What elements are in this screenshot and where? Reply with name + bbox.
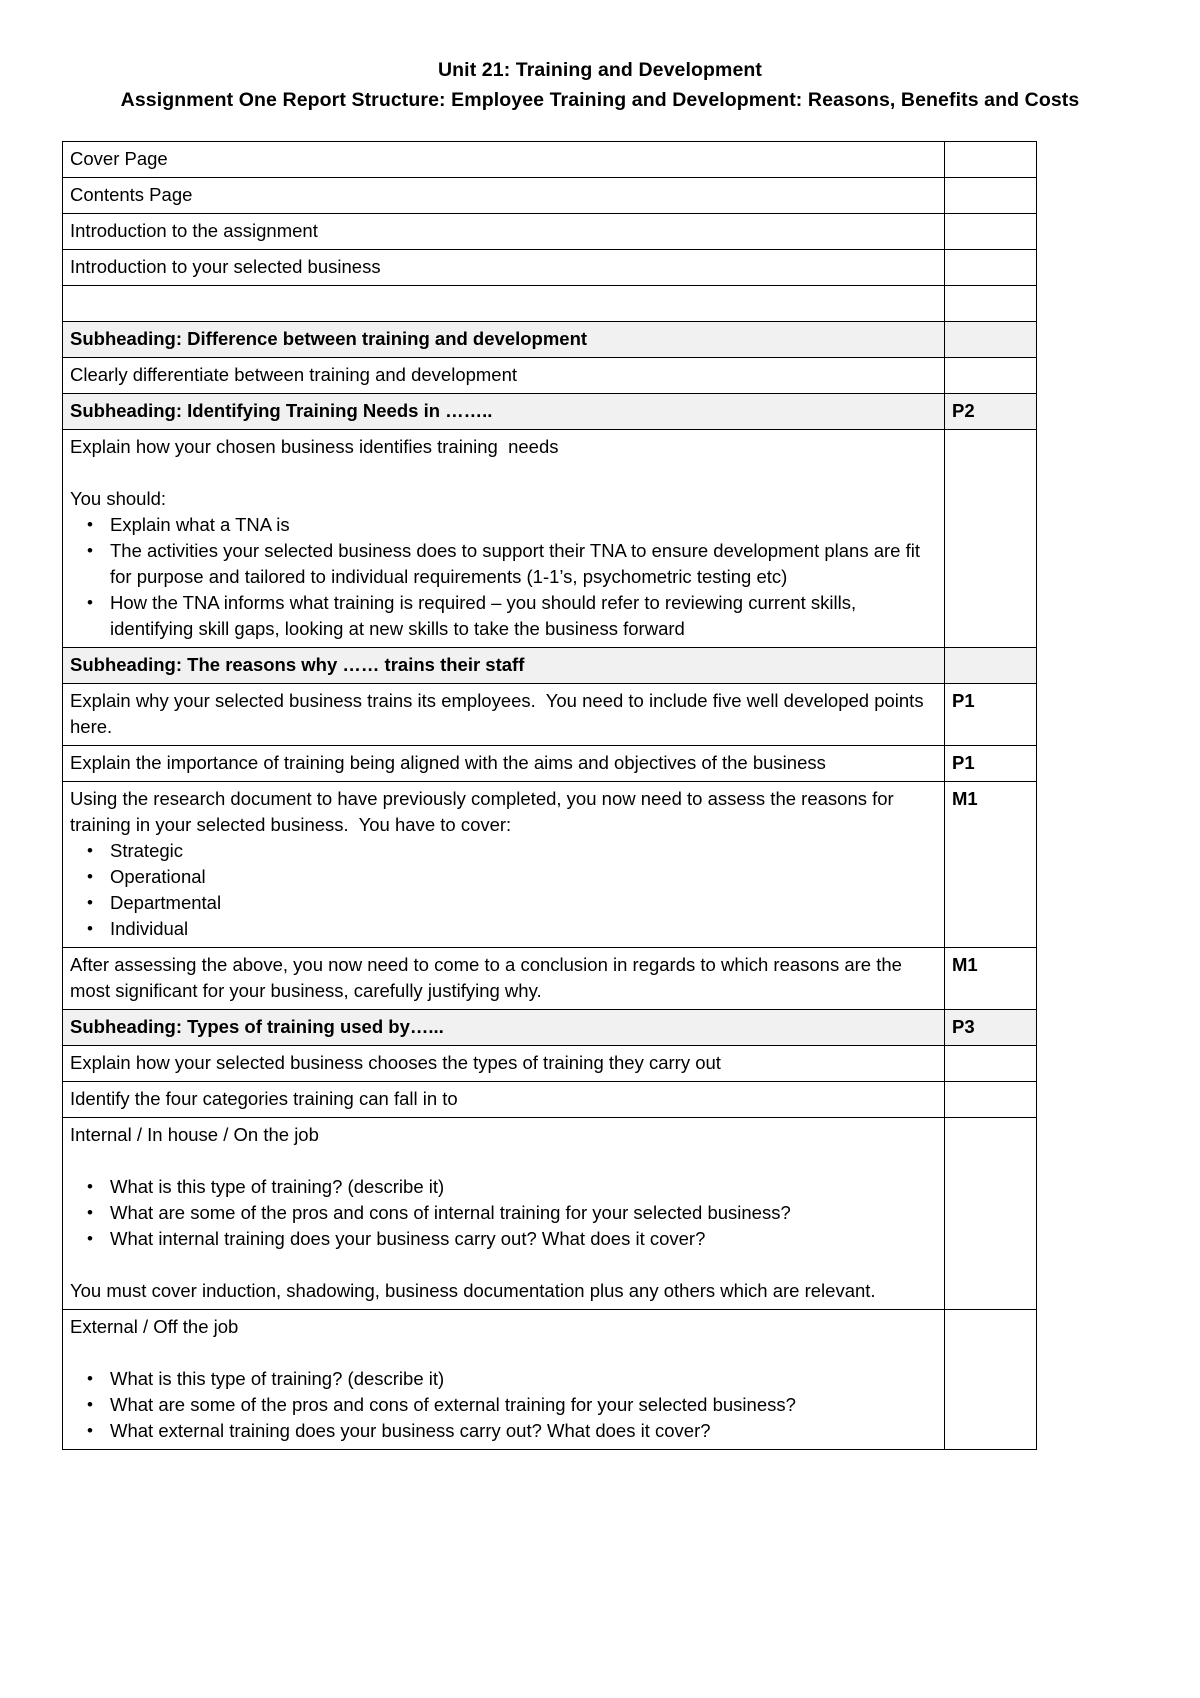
table-row xyxy=(63,214,1037,250)
cell-text: Subheading: Types of training used by…... xyxy=(70,1016,444,1037)
list-item: • Individual xyxy=(110,916,937,942)
row-grade-explain-importance-aligned-aims: P1 xyxy=(945,746,1037,782)
paragraph-spacer xyxy=(70,1252,937,1278)
row-grade-explain-why-trains-employees: P1 xyxy=(945,684,1037,746)
internal-training-footer: You must cover induction, shadowing, business documentation plus any others which are relevant. xyxy=(70,1280,876,1301)
cell-text: Subheading: Identifying Training Needs in …….. xyxy=(70,400,493,421)
row-grade-internal-training xyxy=(945,1118,1037,1310)
row-label-subheading-types-of-training xyxy=(63,1010,945,1046)
report-structure-table xyxy=(62,141,1037,1450)
paragraph-spacer xyxy=(70,1148,937,1174)
list-item: • What are some of the pros and cons of internal training for your selected business? xyxy=(110,1200,937,1226)
row-grade-explain-identifies-training-needs xyxy=(945,430,1037,648)
row-grade-blank-spacer xyxy=(945,286,1037,322)
row-label-introduction-business xyxy=(63,250,945,286)
row-label-conclusion-most-significant-reasons xyxy=(63,948,945,1010)
cell-text: Cover Page xyxy=(70,148,168,169)
row-label-subheading-difference xyxy=(63,322,945,358)
table-row xyxy=(63,142,1037,178)
table-row xyxy=(63,358,1037,394)
row-grade-differentiate-training-development xyxy=(945,358,1037,394)
list-item: • How the TNA informs what training is required – you should refer to reviewing current skills, identifying skill gaps, looking at new skills to take the business forward xyxy=(110,590,937,642)
row-label-explain-chooses-types-of-training xyxy=(63,1046,945,1082)
cell-text: Using the research document to have previously completed, you now need to assess the reasons for training in your selected business. You have to cover: xyxy=(70,788,899,835)
row-label-assess-reasons-for-training xyxy=(63,782,945,948)
list-item: • What external training does your business carry out? What does it cover? xyxy=(110,1418,937,1444)
table-row xyxy=(63,1118,1037,1310)
row-grade-external-training xyxy=(945,1310,1037,1450)
row-label-subheading-identifying-training-needs xyxy=(63,394,945,430)
table-row xyxy=(63,782,1037,948)
row-label-differentiate-training-development xyxy=(63,358,945,394)
table-row xyxy=(63,250,1037,286)
row-label-identify-four-categories xyxy=(63,1082,945,1118)
row-label-blank-spacer xyxy=(63,286,945,322)
table-row xyxy=(63,1310,1037,1450)
page-title-line-1: Unit 21: Training and Development xyxy=(437,59,762,81)
external-training-bullet-list xyxy=(70,1366,937,1444)
paragraph-spacer xyxy=(70,1340,937,1366)
row-grade-introduction-assignment xyxy=(945,214,1037,250)
list-item: • Strategic xyxy=(110,838,937,864)
row-label-subheading-reasons-why-trains xyxy=(63,648,945,684)
you-should-label: You should: xyxy=(70,488,167,509)
assess-reasons-bullet-list xyxy=(70,838,937,942)
row-label-external-training xyxy=(63,1310,945,1450)
row-label-explain-identifies-training-needs xyxy=(63,430,945,648)
table-row xyxy=(63,746,1037,782)
row-grade-subheading-types-of-training: P3 xyxy=(945,1010,1037,1046)
table-row xyxy=(63,948,1037,1010)
list-item: • Operational xyxy=(110,864,937,890)
row-grade-subheading-reasons-why-trains xyxy=(945,648,1037,684)
row-grade-explain-chooses-types-of-training xyxy=(945,1046,1037,1082)
list-item: • What is this type of training? (describe it) xyxy=(110,1174,937,1200)
table-row-subheading xyxy=(63,394,1037,430)
table-row-blank xyxy=(63,286,1037,322)
table-row xyxy=(63,430,1037,648)
cell-text: Clearly differentiate between training and development xyxy=(70,364,518,385)
list-item: • Explain what a TNA is xyxy=(110,512,937,538)
row-grade-subheading-identifying-training-needs: P2 xyxy=(945,394,1037,430)
row-label-internal-training xyxy=(63,1118,945,1310)
cell-text: Explain why your selected business trains its employees. You need to include five well developed points here. xyxy=(70,690,929,737)
cell-text: Subheading: The reasons why …… trains their staff xyxy=(70,654,525,675)
table-row-subheading xyxy=(63,1010,1037,1046)
table-row xyxy=(63,1082,1037,1118)
row-grade-conclusion-most-significant-reasons: M1 xyxy=(945,948,1037,1010)
paragraph-spacer xyxy=(70,460,937,486)
table-row xyxy=(63,178,1037,214)
table-row xyxy=(63,684,1037,746)
cell-text: Identify the four categories training can fall in to xyxy=(70,1088,458,1109)
row-grade-identify-four-categories xyxy=(945,1082,1037,1118)
row-grade-assess-reasons-for-training: M1 xyxy=(945,782,1037,948)
cell-text: Introduction to the assignment xyxy=(70,220,318,241)
cell-text: External / Off the job xyxy=(70,1316,239,1337)
row-label-explain-importance-aligned-aims xyxy=(63,746,945,782)
cell-text: Internal / In house / On the job xyxy=(70,1124,319,1145)
list-item: • What internal training does your business carry out? What does it cover? xyxy=(110,1226,937,1252)
training-needs-bullet-list xyxy=(70,512,937,642)
list-item: • What are some of the pros and cons of external training for your selected business? xyxy=(110,1392,937,1418)
row-label-introduction-assignment xyxy=(63,214,945,250)
row-label-explain-why-trains-employees xyxy=(63,684,945,746)
row-label-contents-page xyxy=(63,178,945,214)
cell-text: Subheading: Difference between training and development xyxy=(70,328,588,349)
page-title xyxy=(62,55,1138,115)
row-label-cover-page xyxy=(63,142,945,178)
cell-text: Explain how your chosen business identifies training needs xyxy=(70,436,559,457)
list-item: • The activities your selected business does to support their TNA to ensure development plans are fit for purpose and tailored to individual requirements (1-1’s, psychometric testing etc) xyxy=(110,538,937,590)
table-row-subheading xyxy=(63,648,1037,684)
table-row-subheading xyxy=(63,322,1037,358)
cell-text: Explain the importance of training being aligned with the aims and objectives of the business xyxy=(70,752,826,773)
list-item: • What is this type of training? (describe it) xyxy=(110,1366,937,1392)
cell-text: Explain how your selected business chooses the types of training they carry out xyxy=(70,1052,721,1073)
internal-training-bullet-list xyxy=(70,1174,937,1252)
page-title-line-2: Assignment One Report Structure: Employee Training and Development: Reasons, Benefits and Costs xyxy=(120,89,1080,111)
row-grade-cover-page xyxy=(945,142,1037,178)
cell-text: Contents Page xyxy=(70,184,193,205)
cell-text: Introduction to your selected business xyxy=(70,256,381,277)
row-grade-contents-page xyxy=(945,178,1037,214)
list-item: • Departmental xyxy=(110,890,937,916)
row-grade-subheading-difference xyxy=(945,322,1037,358)
table-row xyxy=(63,1046,1037,1082)
cell-text: After assessing the above, you now need to come to a conclusion in regards to which reasons are the most significant for your business, carefully justifying why. xyxy=(70,954,908,1001)
row-grade-introduction-business xyxy=(945,250,1037,286)
